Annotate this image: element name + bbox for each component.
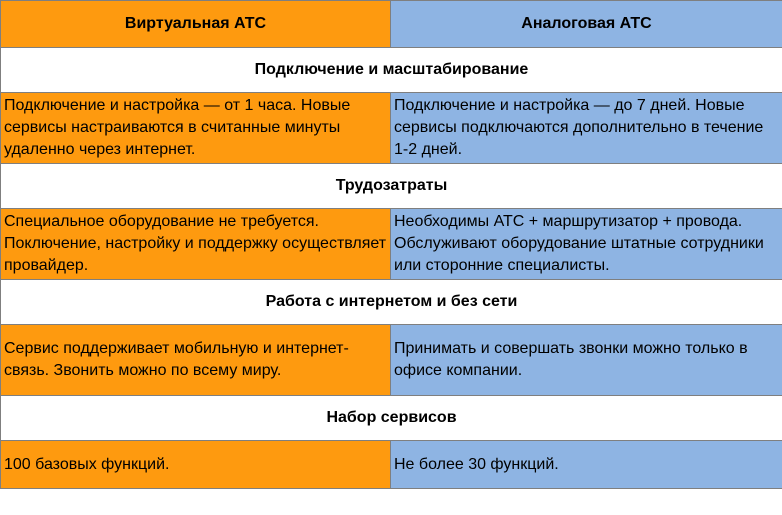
virtual-cell-services: 100 базовых функций. (1, 441, 391, 489)
virtual-cell-internet: Сервис поддерживает мобильную и интернет-связь. Звонить можно по всему миру. (1, 325, 391, 396)
analog-cell-connection: Подключение и настройка — до 7 дней. Новые сервисы подключаются дополнительно в течение 1-2 дней. (391, 93, 782, 164)
section-title-internet: Работа с интернетом и без сети (1, 280, 782, 325)
virtual-cell-connection: Подключение и настройка — от 1 часа. Новые сервисы настраиваются в считанные минуты удаленно через интернет. (1, 93, 391, 164)
header-virtual-pbx: Виртуальная АТС (1, 1, 391, 48)
section-title-services: Набор сервисов (1, 396, 782, 441)
section-row (1, 396, 782, 441)
table-row (1, 209, 782, 280)
section-row (1, 48, 782, 93)
section-title-labor: Трудозатраты (1, 164, 782, 209)
header-analog-pbx: Аналоговая АТС (391, 1, 782, 48)
analog-cell-internet: Принимать и совершать звонки можно только в офисе компании. (391, 325, 782, 396)
section-row (1, 280, 782, 325)
header-row (1, 1, 782, 48)
analog-cell-labor: Необходимы АТС + маршрутизатор + провода. Обслуживают оборудование штатные сотрудники или сторонние специалисты. (391, 209, 782, 280)
section-title-connection: Подключение и масштабирование (1, 48, 782, 93)
table-row (1, 93, 782, 164)
section-row (1, 164, 782, 209)
table-row (1, 325, 782, 396)
virtual-cell-labor: Специальное оборудование не требуется. Пoключение, настройку и поддержку осуществляет провайдер. (1, 209, 391, 280)
table-row (1, 441, 782, 489)
analog-cell-services: Не более 30 функций. (391, 441, 782, 489)
